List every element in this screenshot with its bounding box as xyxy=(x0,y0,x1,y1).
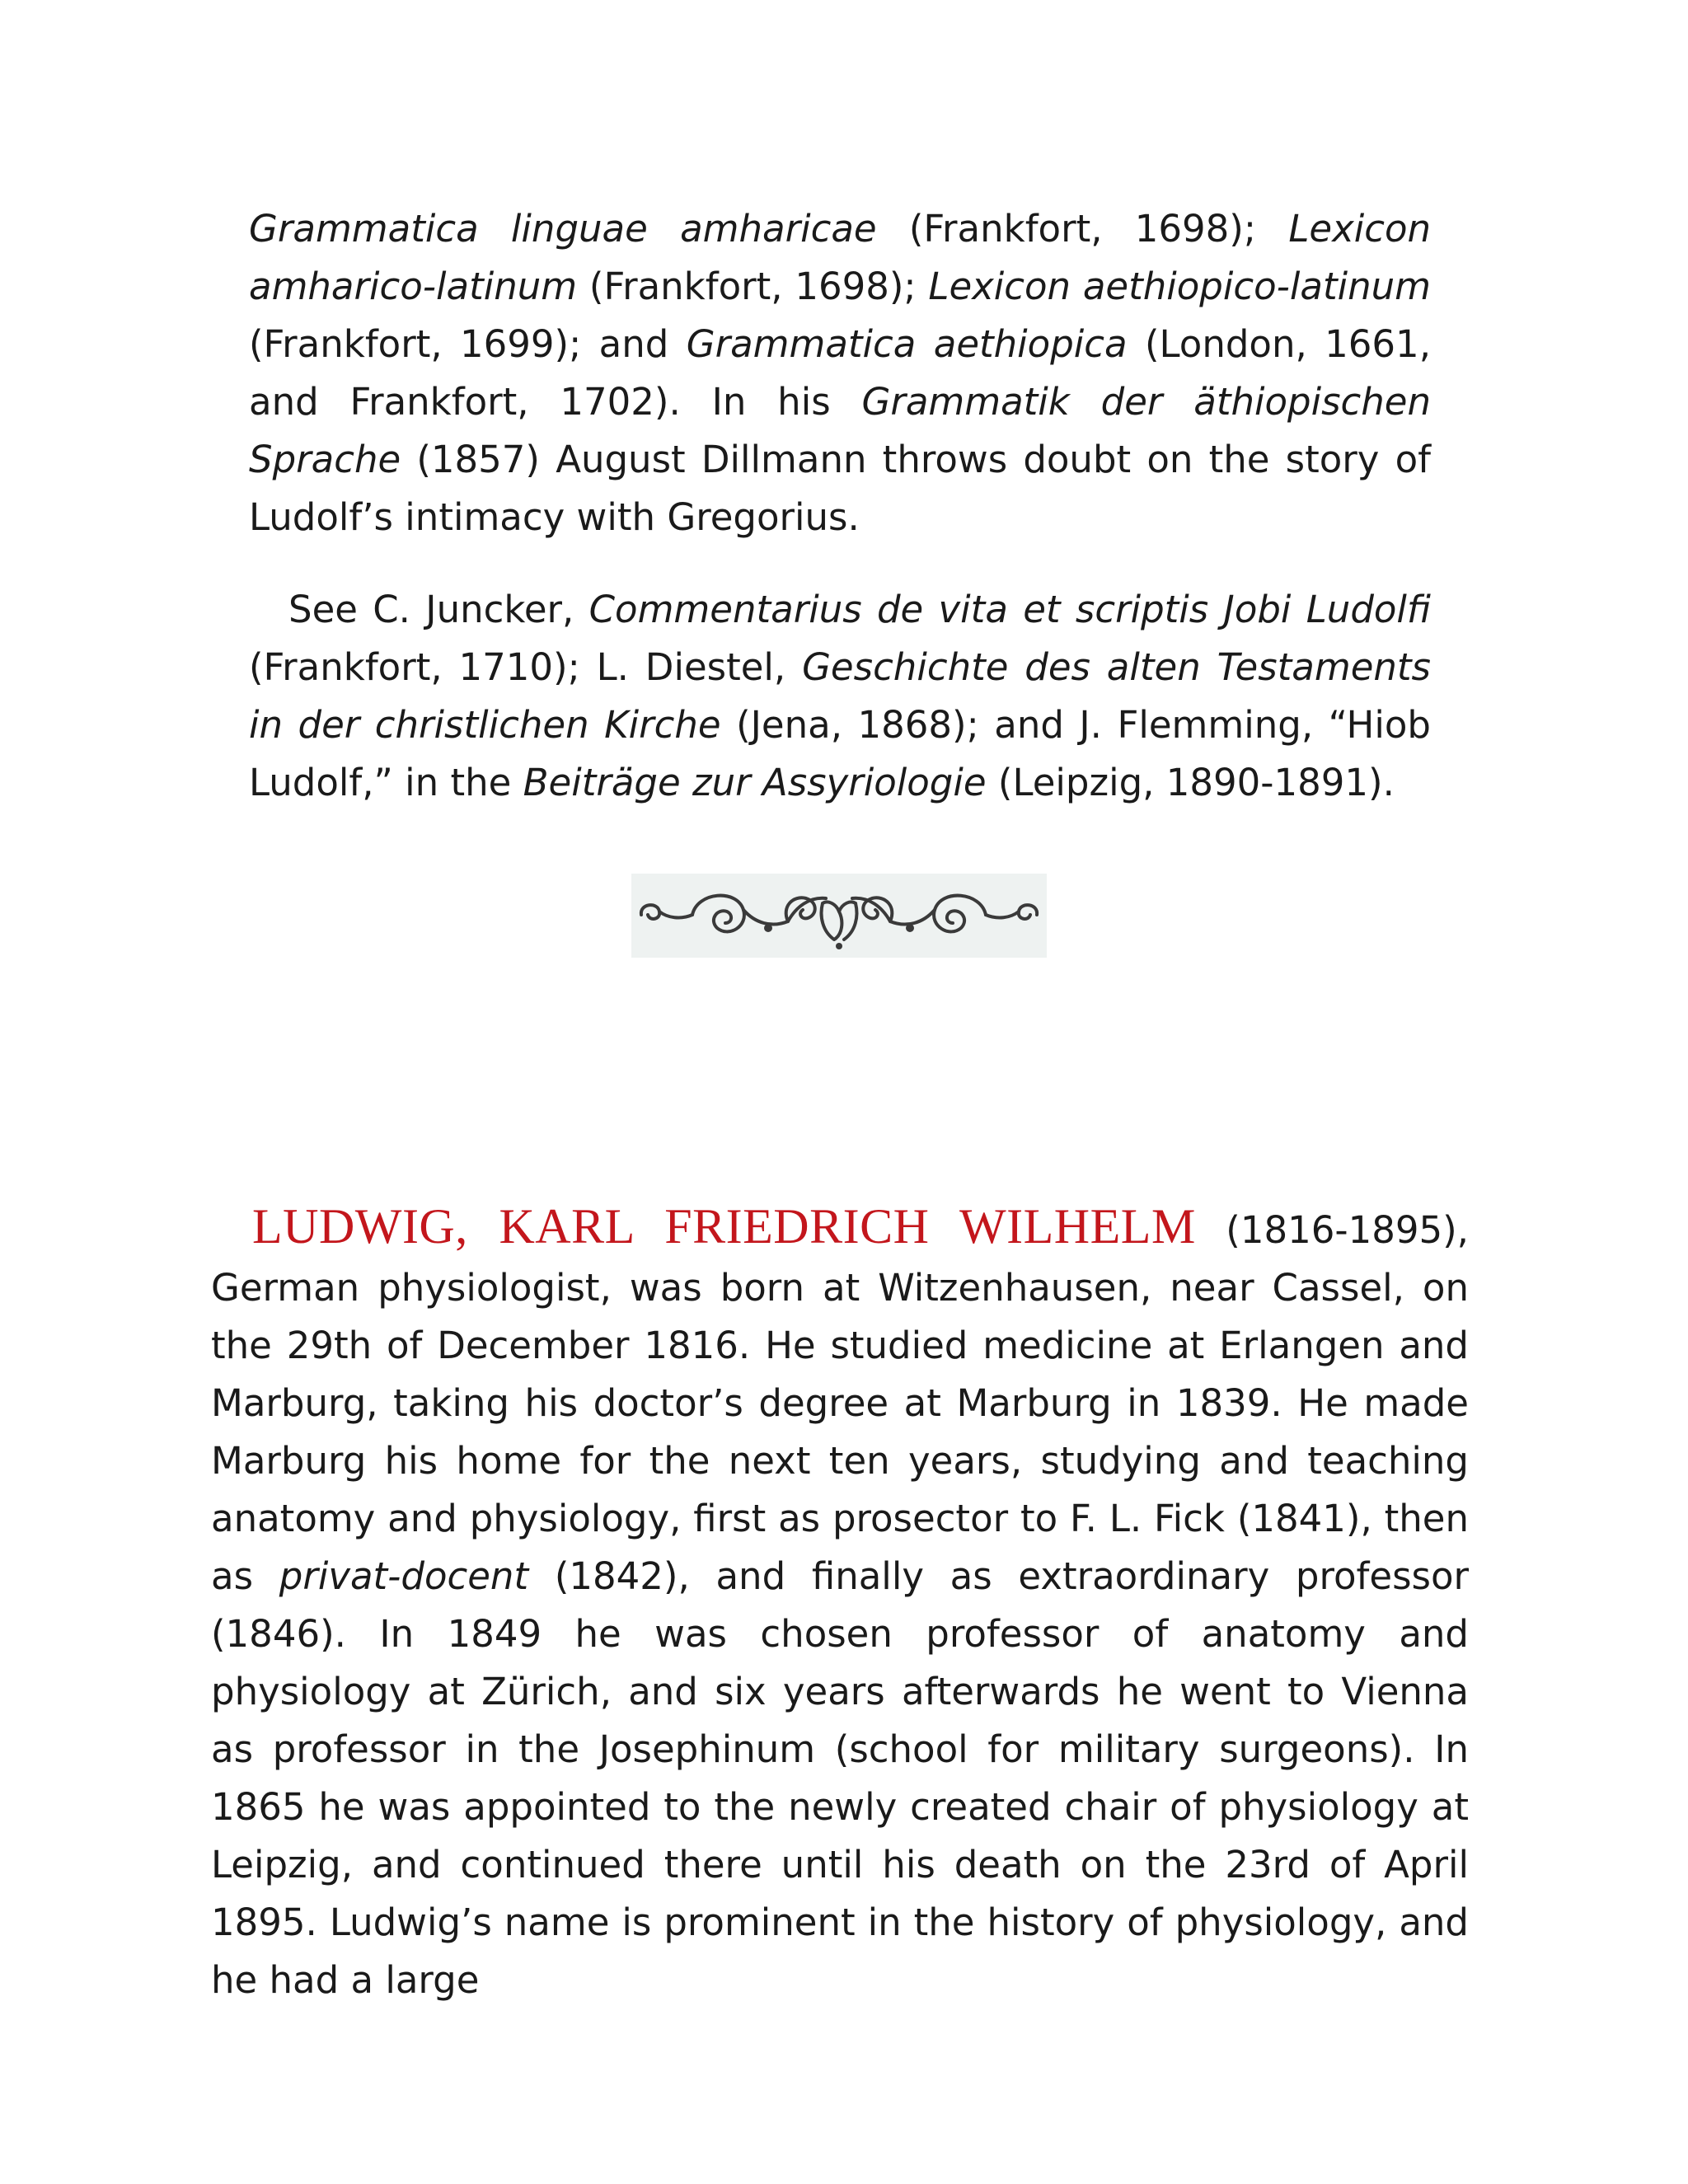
italic-title: Commentarius de vita et scriptis Jobi Ludolfi xyxy=(588,588,1431,631)
italic-term: privat-docent xyxy=(279,1554,529,1598)
article-headword: LUDWIG, KARL FRIEDRICH WILHELM xyxy=(252,1199,1196,1254)
ornament-strokes xyxy=(641,896,1037,940)
text-run: (1816-1895), German physiologist, was born at Witzenhausen, near Cassel, on the 29th of December 1816. He studied medicine at Erlangen and Marburg, taking his doctor’s degree at Marburg in 1839. He made Marburg his home for the next ten years, studying and teaching anatomy and physiology, first as prosector to F. L. Fick (1841), then as xyxy=(211,1208,1469,1598)
flourish-ornament-icon xyxy=(631,874,1047,958)
italic-title: Grammatik der äthiopischen Sprache xyxy=(249,380,1431,481)
text-run: (1842), and finally as extraordinary professor (1846). In 1849 he was chosen professor of anatomy and physiology at Zürich, and six years afterwards he went to Vienna as professor in the Josephinum (school for military surgeons). In 1865 he was appointed to the newly created chair of physiology at Leipzig, and continued there until his death on the 23rd of April 1895. Ludwig’s name is prominent in the history of physiology, and he had a large xyxy=(211,1554,1469,2002)
text-run: (Leipzig, 1890-1891). xyxy=(986,761,1395,804)
text-run: (Frankfort, 1698); xyxy=(577,265,929,308)
ornament-drawing xyxy=(631,874,1047,958)
text-run: (Jena, 1868); and J. Flemming, “Hiob Ludolf,” in the xyxy=(249,703,1431,804)
bibliography-paragraph xyxy=(249,200,1431,546)
italic-title: Grammatica aethiopica xyxy=(686,322,1128,366)
text-run: (London, 1661, and Frankfort, 1702). In his xyxy=(249,322,1431,424)
text-run: (Frankfort, 1698); xyxy=(876,207,1289,251)
text-run: (Frankfort, 1710); L. Diestel, xyxy=(249,645,803,689)
article-entry xyxy=(211,1197,1469,2009)
text-run: See C. Juncker, xyxy=(288,588,589,631)
italic-title: Beiträge zur Assyriologie xyxy=(523,761,987,804)
italic-title: Geschichte des alten Testaments in der christlichen Kirche xyxy=(249,645,1431,747)
italic-title: Lexicon amharico-latinum xyxy=(249,207,1431,308)
text-run: (Frankfort, 1699); and xyxy=(249,322,687,366)
italic-title: Grammatica linguae amharicae xyxy=(249,207,877,251)
text-run: (1857) August Dillmann throws doubt on the story of Ludolf’s intimacy with Gregorius. xyxy=(249,438,1431,539)
references-paragraph xyxy=(249,581,1431,812)
italic-title: Lexicon aethiopico-latinum xyxy=(928,265,1431,308)
